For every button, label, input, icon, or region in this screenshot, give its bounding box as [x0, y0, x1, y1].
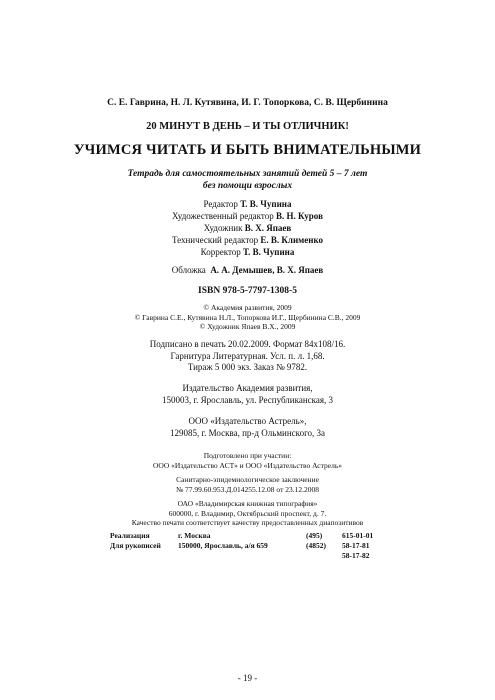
subtitle-line: без помощи взрослых: [202, 181, 293, 191]
sales-contacts: [110, 531, 400, 561]
subtitle: [0, 168, 495, 192]
sales-phone: 615-01-01: [342, 531, 374, 540]
page-number: - 19 -: [237, 673, 258, 683]
sales-city: г. Москва: [178, 531, 211, 540]
credit-tech-editor: Технический редактор Е. В. Клименко: [171, 235, 324, 245]
table-row: [110, 531, 400, 541]
publisher-line: ООО «Издательство Астрель»,: [188, 416, 307, 426]
copyright-block: [0, 303, 495, 332]
note-line: 600000, г. Владимир, Октябрьский проспект, д. 7.: [168, 508, 327, 518]
series-title: 20 МИНУТ В ДЕНЬ – И ТЫ ОТЛИЧНИК!: [146, 121, 349, 132]
note-line: Санитарно-эпидемиологическое заключение: [176, 475, 319, 484]
printer-info: [0, 499, 495, 528]
credit-cover: Обложка А. А. Демышев, В. Х. Япаев: [171, 265, 324, 275]
print-info: [0, 339, 495, 374]
credit-proofreader: Корректор Т. В. Чупина: [200, 247, 295, 257]
credit-art-editor: Художественный редактор В. Н. Куров: [172, 211, 323, 221]
publisher-academy: [0, 383, 495, 406]
sales-label: [110, 551, 178, 561]
copyright-line: © Гаврина С.Е., Кутявина Н.Л., Топоркова И.Г., Щербинина С.В., 2009: [134, 312, 361, 322]
sales-label: Реализация: [110, 531, 150, 540]
credits: [0, 198, 495, 258]
table-row: [110, 541, 400, 551]
participation-note: [0, 451, 495, 470]
publisher-line: 129085, г. Москва, пр-д Ольминского, 3а: [169, 427, 326, 438]
sales-label: Для рукописей: [110, 541, 161, 550]
authors: С. Е. Гаврина, Н. Л. Кутявина, И. Г. Топоркова, С. В. Щербинина: [107, 98, 388, 108]
print-info-line: Тираж 5 000 экз. Заказ № 9782.: [187, 362, 308, 372]
subtitle-line: Тетрадь для самостоятельных занятий детей 5 – 7 лет: [127, 169, 368, 179]
sales-phone: 58-17-81: [342, 541, 370, 550]
publisher-line: Издательство Академия развития,: [182, 383, 313, 393]
sales-code: [306, 551, 342, 561]
note-line: Качество печати соответствует качеству предоставленных диапозитивов: [131, 518, 364, 527]
credit-artist: Художник В. Х. Япаев: [203, 223, 292, 233]
sales-code: (495): [306, 531, 323, 540]
note-line: ООО «Издательство АСТ» и ООО «Издательство Астрель»: [153, 460, 342, 470]
note-line: ОАО «Владимирская книжная типография»: [177, 499, 318, 508]
publisher-astrel: [0, 416, 495, 439]
sanitary-conclusion: [0, 475, 495, 494]
publisher-line: 150003, г. Ярославль, ул. Республиканская, 3: [161, 394, 334, 405]
sales-phone: 58-17-82: [342, 551, 370, 560]
print-info-line: Гарнитура Литературная. Усл. п. л. 1,68.: [170, 350, 325, 361]
sales-city: [178, 551, 306, 561]
copyright-line: © Академия развития, 2009: [203, 303, 292, 312]
table-row: [110, 551, 400, 561]
copyright-line: © Художник Япаев В.Х., 2009: [199, 322, 296, 331]
sales-city: 150000, Ярославль, а/я 659: [178, 541, 268, 550]
note-line: № 77.99.60.953.Д.014255.12.08 от 23.12.2008: [176, 484, 319, 494]
sales-table: [110, 531, 400, 561]
sales-code: (4852): [306, 541, 326, 550]
note-line: Подготовлено при участии:: [203, 451, 292, 460]
book-title: УЧИМСЯ ЧИТАТЬ И БЫТЬ ВНИМАТЕЛЬНЫМИ: [73, 142, 422, 158]
isbn: ISBN 978-5-7797-1308-5: [198, 286, 297, 296]
print-info-line: Подписано в печать 20.02.2009. Формат 84х108/16.: [149, 339, 346, 349]
credit-editor: Редактор Т. В. Чупина: [203, 199, 292, 209]
